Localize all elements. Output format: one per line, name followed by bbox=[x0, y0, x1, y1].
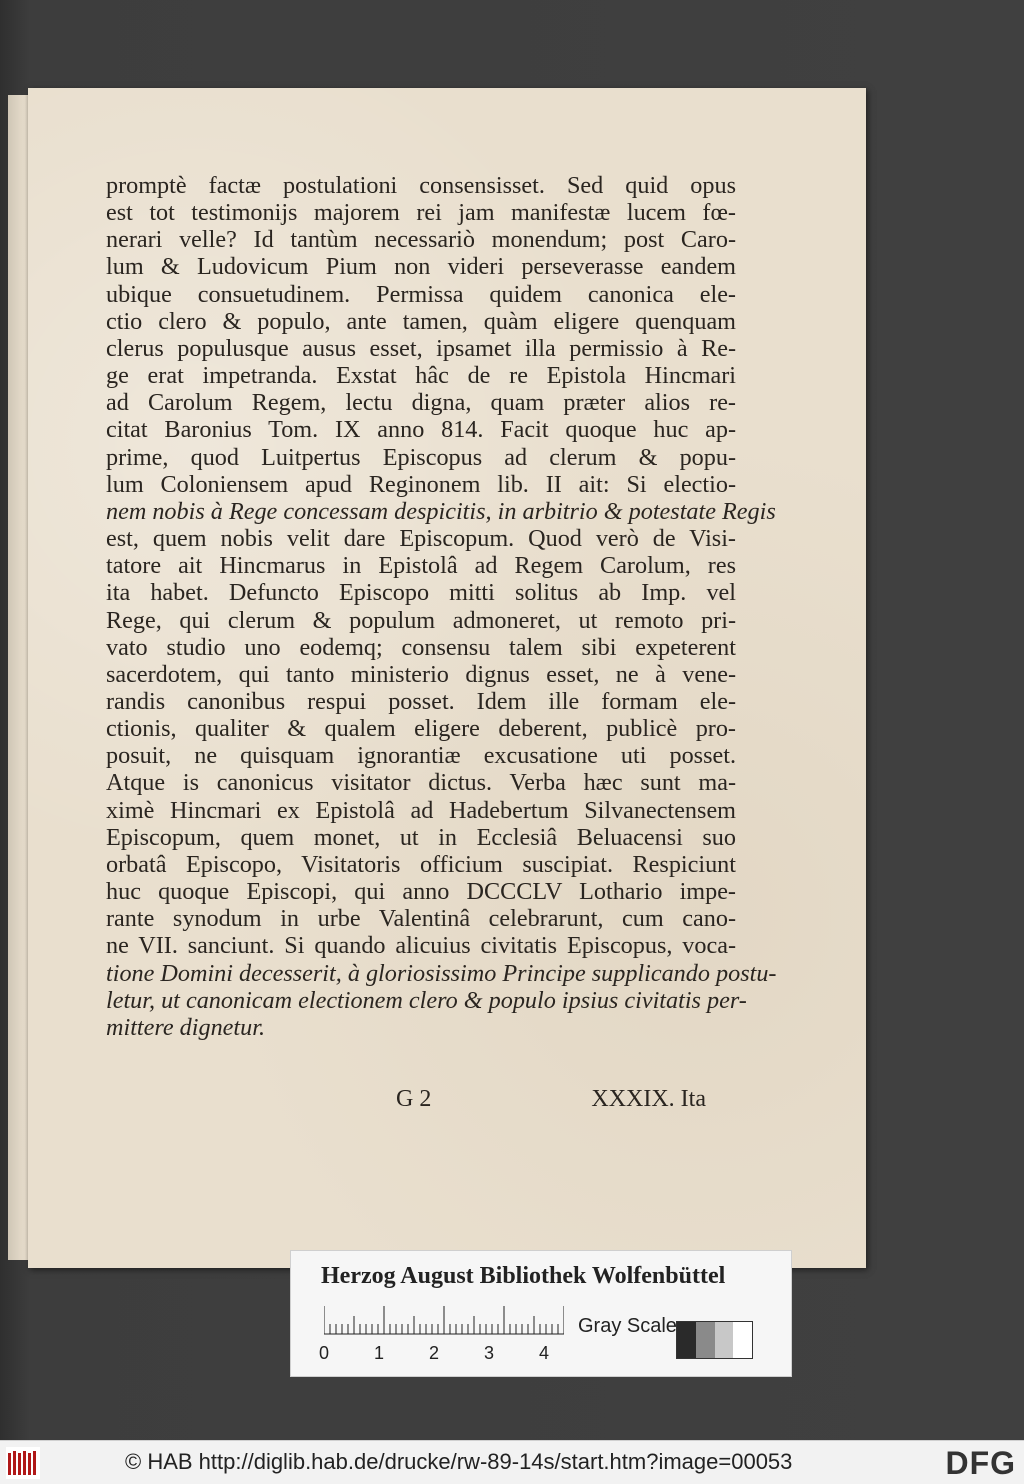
book-page bbox=[28, 88, 866, 1268]
page-text bbox=[106, 172, 777, 1041]
text-line: ad Carolum Regem, lectu digna, quam præter alios re- bbox=[106, 389, 736, 417]
footer-citation: © HAB http://diglib.hab.de/drucke/rw-89-14s/start.htm?image=00053 bbox=[125, 1449, 793, 1474]
text-line: randis canonibus respui posset. Idem ille formam ele- bbox=[106, 687, 736, 715]
library-label-card bbox=[290, 1250, 792, 1377]
gray-swatch-white bbox=[733, 1322, 752, 1358]
ruler-number: 4 bbox=[539, 1343, 550, 1363]
text-line: prime, quod Luitpertus Episcopus ad clerum & popu- bbox=[106, 443, 736, 471]
text-line: citat Baronius Tom. IX anno 814. Facit quoque huc ap- bbox=[106, 416, 736, 444]
text-line: nem nobis à Rege concessam despicitis, in arbitrio & potestate Regis bbox=[106, 497, 776, 525]
text-line: Atque is canonicus visitator dictus. Verba hæc sunt ma- bbox=[106, 769, 736, 797]
text-line: ne VII. sanciunt. Si quando alicuius civitatis Episcopus, voca- bbox=[106, 932, 736, 960]
text-line: ctionis, qualiter & qualem eligere deberent, publicè pro- bbox=[106, 715, 736, 743]
ruler-number: 0 bbox=[319, 1343, 330, 1363]
hab-logo-icon bbox=[6, 1447, 40, 1479]
catchword: XXXIX. Ita bbox=[591, 1086, 706, 1112]
text-line: letur, ut canonicam electionem clero & populo ipsius civitatis per- bbox=[106, 986, 747, 1014]
text-line: ximè Hincmari ex Epistolâ ad Hadebertum Silvanectensem bbox=[106, 796, 736, 824]
text-line: ubique consuetudinem. Permissa quidem canonica ele- bbox=[106, 280, 736, 308]
text-line: sacerdotem, qui tanto ministerio dignus esset, ne à vene- bbox=[106, 660, 736, 688]
text-line: posuit, ne quisquam ignorantiæ excusatione uti posset. bbox=[106, 742, 736, 770]
text-line: clerus populusque ausus esset, ipsamet illa permissio à Re- bbox=[106, 334, 736, 362]
text-line: ge erat impetranda. Exstat hâc de re Epistola Hincmari bbox=[106, 362, 736, 390]
text-line: ita habet. Defuncto Episcopo mitti solitus ab Imp. vel bbox=[106, 579, 736, 607]
text-line: vato studio uno eodemq; consensu talem sibi expeterent bbox=[106, 633, 736, 661]
text-line: tione Domini decesserit, à gloriosissimo Principe supplicando postu- bbox=[106, 959, 777, 987]
text-line: lum & Ludovicum Pium non videri perseverasse eandem bbox=[106, 253, 736, 281]
gray-swatch-light bbox=[715, 1322, 734, 1358]
text-line: Episcopum, quem monet, ut in Ecclesiâ Beluacensi suo bbox=[106, 823, 736, 851]
ruler-number: 2 bbox=[429, 1343, 440, 1363]
text-line: est, quem nobis velit dare Episcopum. Quod verò de Visi- bbox=[106, 525, 736, 553]
text-line: rante synodum in urbe Valentinâ celebrarunt, cum cano- bbox=[106, 905, 736, 933]
signature-mark: G 2 bbox=[396, 1086, 432, 1112]
ruler-scale bbox=[324, 1306, 564, 1336]
text-line: mittere dignetur. bbox=[106, 1013, 265, 1041]
footer-bar bbox=[0, 1440, 1024, 1484]
page-footer-line bbox=[106, 1086, 736, 1116]
text-line: ctio clero & populo, ante tamen, quàm eligere quenquam bbox=[106, 307, 736, 335]
text-line: orbatâ Episcopo, Visitatoris officium suscipiat. Respiciunt bbox=[106, 850, 736, 878]
text-line: tatore ait Hincmarus in Epistolâ ad Regem Carolum, res bbox=[106, 552, 736, 580]
text-line: lum Coloniensem apud Reginonem lib. II ait: Si electio- bbox=[106, 470, 736, 498]
text-line: est tot testimonijs majorem rei jam manifestæ lucem fœ- bbox=[106, 199, 736, 227]
gray-scale-label: Gray Scale bbox=[578, 1315, 677, 1337]
text-line: promptè factæ postulationi consensisset. Sed quid opus bbox=[106, 172, 736, 199]
gray-swatch-mid bbox=[696, 1322, 715, 1358]
text-line: Rege, qui clerum & populum admoneret, ut remoto pri- bbox=[106, 606, 736, 634]
text-line: huc quoque Episcopi, qui anno DCCCLV Lothario impe- bbox=[106, 878, 736, 906]
library-name: Herzog August Bibliothek Wolfenbüttel bbox=[321, 1263, 726, 1289]
text-line: nerari velle? Id tantùm necessariò monendum; post Caro- bbox=[106, 226, 736, 254]
gray-swatch-black bbox=[677, 1322, 696, 1358]
ruler-number: 1 bbox=[374, 1343, 385, 1363]
dfg-logo: DFG bbox=[945, 1445, 1016, 1481]
ruler-number: 3 bbox=[484, 1343, 495, 1363]
gray-scale-swatch bbox=[676, 1321, 753, 1359]
